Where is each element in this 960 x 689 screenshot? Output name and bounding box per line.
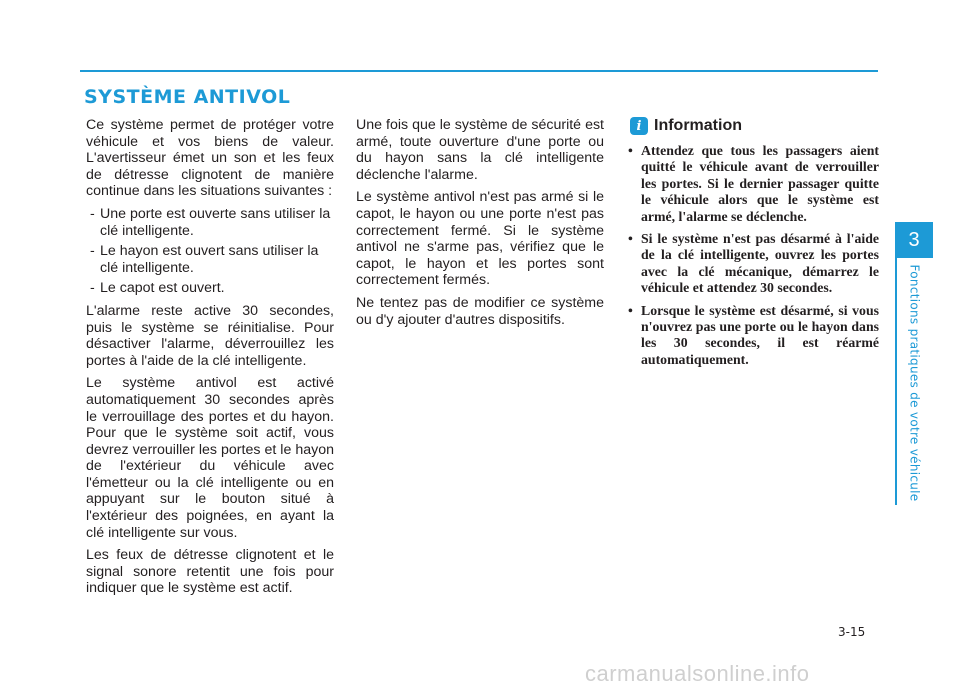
warning-paragraph: Ne tentez pas de modifier ce système ou d'y ajouter d'autres dispositifs. — [356, 294, 604, 328]
intro-paragraph: Ce système permet de protéger votre véhicule et vos biens de valeur. L'avertisseur émet un son et les feux de détresse clignotent de manière continue dans les situations suivantes : — [86, 117, 334, 200]
not-armed-paragraph: Le système antivol n'est pas armé si le capot, le hayon ou une porte n'est pas correctement fermé. Si le système antivol ne s'arme pas, vérifiez que le capot, le hayon et les portes sont correctement fermés. — [356, 189, 604, 289]
chapter-title: Fonctions pratiques de votre véhicule — [907, 264, 921, 501]
armed-paragraph: Une fois que le système de sécurité est armé, toute ouverture d'une porte ou du hayon sans la clé intelligente déclenche l'alarme. — [356, 117, 604, 183]
info-item: • Lorsque le système est désarmé, si vous n'ouvrez pas une porte ou le hayon dans les 30 secondes, il est réarmé automatiquement. — [625, 303, 879, 369]
alarm-duration-paragraph: L'alarme reste active 30 secondes, puis le système se réinitialise. Pour désactiver l'alarme, déverrouillez les portes à l'aide de la clé intelligente. — [86, 302, 334, 369]
page-number: 3-15 — [838, 625, 866, 639]
info-icon: i — [630, 117, 648, 135]
column-middle — [356, 117, 604, 334]
column-left — [86, 117, 334, 603]
trigger-list — [86, 206, 334, 297]
list-item: - Une porte est ouverte sans utiliser la clé intelligente. — [86, 206, 334, 239]
list-item: - Le capot est ouvert. — [86, 280, 334, 297]
chapter-title-vertical — [895, 260, 933, 505]
info-list — [625, 143, 879, 374]
info-title: Information — [654, 117, 742, 134]
info-item: • Attendez que tous les passagers aient quitté le véhicule avant de verrouiller les portes. Si le dernier passager quitte le véhicule alors que le système est armé, l'alarme se déclenche. — [625, 143, 879, 225]
info-item: • Si le système n'est pas désarmé à l'aide de la clé intelligente, ouvrez les portes avec la clé mécanique, démarrez le véhicule et attendez 30 secondes. — [625, 231, 879, 297]
confirmation-paragraph: Les feux de détresse clignotent et le signal sonore retentit une fois pour indiquer que le système est actif. — [86, 547, 334, 597]
list-item: - Le hayon est ouvert sans utiliser la clé intelligente. — [86, 243, 334, 276]
top-rule — [80, 70, 878, 72]
chapter-number: 3 — [895, 222, 933, 258]
watermark: carmanualsonline.info — [585, 661, 810, 686]
info-header — [630, 116, 742, 136]
section-title: SYSTÈME ANTIVOL — [84, 86, 291, 108]
activation-paragraph: Le système antivol est activé automatiquement 30 secondes après le verrouillage des portes et du hayon. Pour que le système soit actif, vous devrez verrouiller les portes et le hayon de l'extérieur du véhicule avec l'émetteur ou la clé intelligente ou en appuyant sur le bouton situé à l'extérieur des poignées, en ayant la clé intelligente sur vous. — [86, 375, 334, 541]
